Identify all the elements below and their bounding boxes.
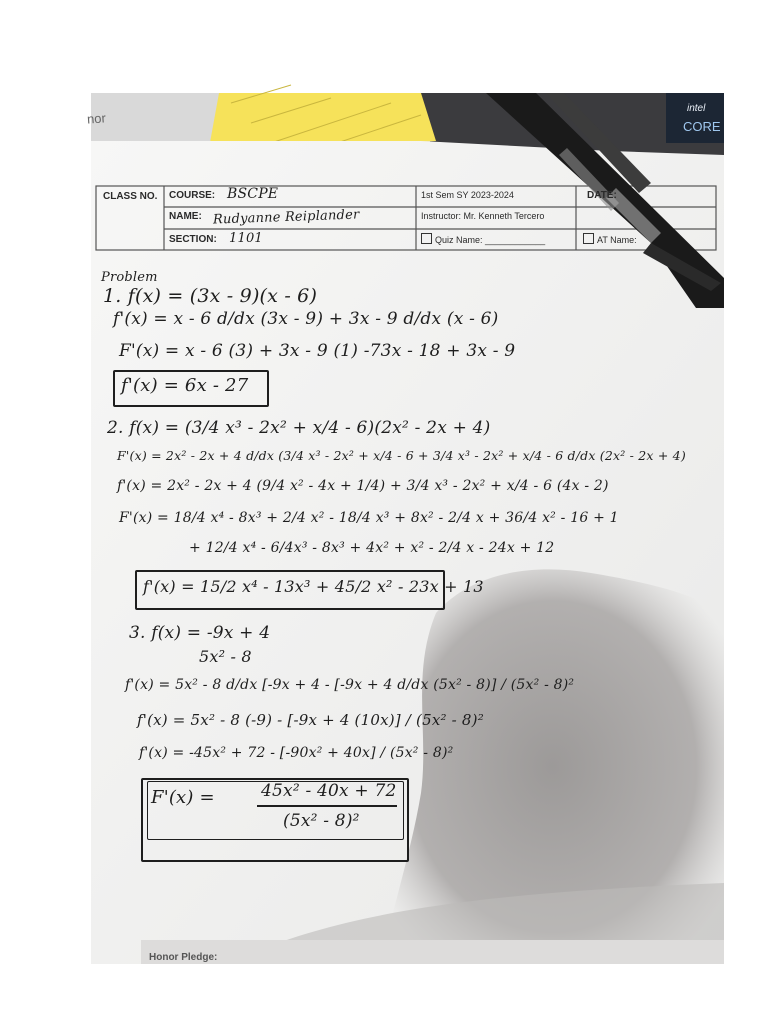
intel-core-text: CORE <box>683 119 721 134</box>
course-value: BSCPE <box>227 186 279 202</box>
name-label: NAME: <box>169 211 202 222</box>
quiz-name-label: Quiz Name: <box>435 235 483 245</box>
legal-pad <box>209 93 436 148</box>
course-label: COURSE: <box>169 190 216 201</box>
at-name-field <box>583 233 637 245</box>
quiz-checkbox <box>421 233 432 244</box>
p1-line2: f'(x) = x - 6 d/dx (3x - 9) + 3x - 9 d/dx (x - 6) <box>113 309 499 329</box>
section-value: 1101 <box>229 231 263 246</box>
p3-fraction-bar <box>257 805 397 807</box>
name-value: Rudyanne Reiplander <box>212 207 360 228</box>
p3-line3: f'(x) = 5x² - 8 (-9) - [-9x + 4 (10x)] / (5x² - 8)² <box>137 711 484 729</box>
problem-heading: Problem <box>101 270 158 285</box>
section-label: SECTION: <box>169 234 217 245</box>
p3-answer-lhs: F'(x) = <box>151 787 215 808</box>
p3-line4: f'(x) = -45x² + 72 - [-90x² + 40x] / (5x² - 8)² <box>139 745 454 761</box>
p2-line4: F'(x) = 18/4 x⁴ - 8x³ + 2/4 x² - 18/4 x³ + 8x² - 2/4 x + 36/4 x² - 16 + 1 <box>119 510 619 526</box>
class-no-label: CLASS NO. <box>103 191 158 202</box>
p2-line3: f'(x) = 2x² - 2x + 4 (9/4 x² - 4x + 1/4) + 3/4 x³ - 2x² + x/4 - 6 (4x - 2) <box>117 478 609 494</box>
quiz-name-field: Quiz Name: ____________ <box>421 233 545 245</box>
p3-answer-denominator: (5x² - 8)² <box>283 811 360 831</box>
at-checkbox <box>583 233 594 244</box>
at-name-label: AT Name: <box>597 235 637 245</box>
p2-line2: F'(x) = 2x² - 2x + 4 d/dx (3/4 x³ - 2x² + x/4 - 6 + 3/4 x³ - 2x² + x/4 - 6 d/dx (2x² - 2x + 4) <box>117 448 686 463</box>
left-paper-text: nor <box>86 110 107 127</box>
p1-answer: f'(x) = 6x - 27 <box>121 375 249 396</box>
intel-logo: intel <box>687 103 706 114</box>
instructor-text: Instructor: Mr. Kenneth Tercero <box>421 211 545 221</box>
semester-text: 1st Sem SY 2023-2024 <box>421 190 514 200</box>
p2-line1: 2. f(x) = (3/4 x³ - 2x² + x/4 - 6)(2x² - 2x + 4) <box>107 418 491 438</box>
p2-answer: f'(x) = 15/2 x⁴ - 13x³ + 45/2 x² - 23x + 13 <box>143 577 484 596</box>
p1-line1: 1. f(x) = (3x - 9)(x - 6) <box>103 285 318 307</box>
p3-answer-numerator: 45x² - 40x + 72 <box>261 781 397 801</box>
p3-line2: f'(x) = 5x² - 8 d/dx [-9x + 4 - [-9x + 4 d/dx (5x² - 8)] / (5x² - 8)² <box>125 677 575 693</box>
honor-pledge: Honor Pledge: <box>149 952 218 963</box>
date-label: DATE: <box>587 190 617 201</box>
p2-line5: + 12/4 x⁴ - 6/4x³ - 8x³ + 4x² + x² - 2/4 x - 24x + 12 <box>189 540 555 556</box>
photo <box>86 93 724 964</box>
p1-line3: F'(x) = x - 6 (3) + 3x - 9 (1) -73x - 18 + 3x - 9 <box>119 341 516 361</box>
p3-line1b: 5x² - 8 <box>199 647 252 666</box>
p3-line1a: 3. f(x) = -9x + 4 <box>129 623 271 643</box>
